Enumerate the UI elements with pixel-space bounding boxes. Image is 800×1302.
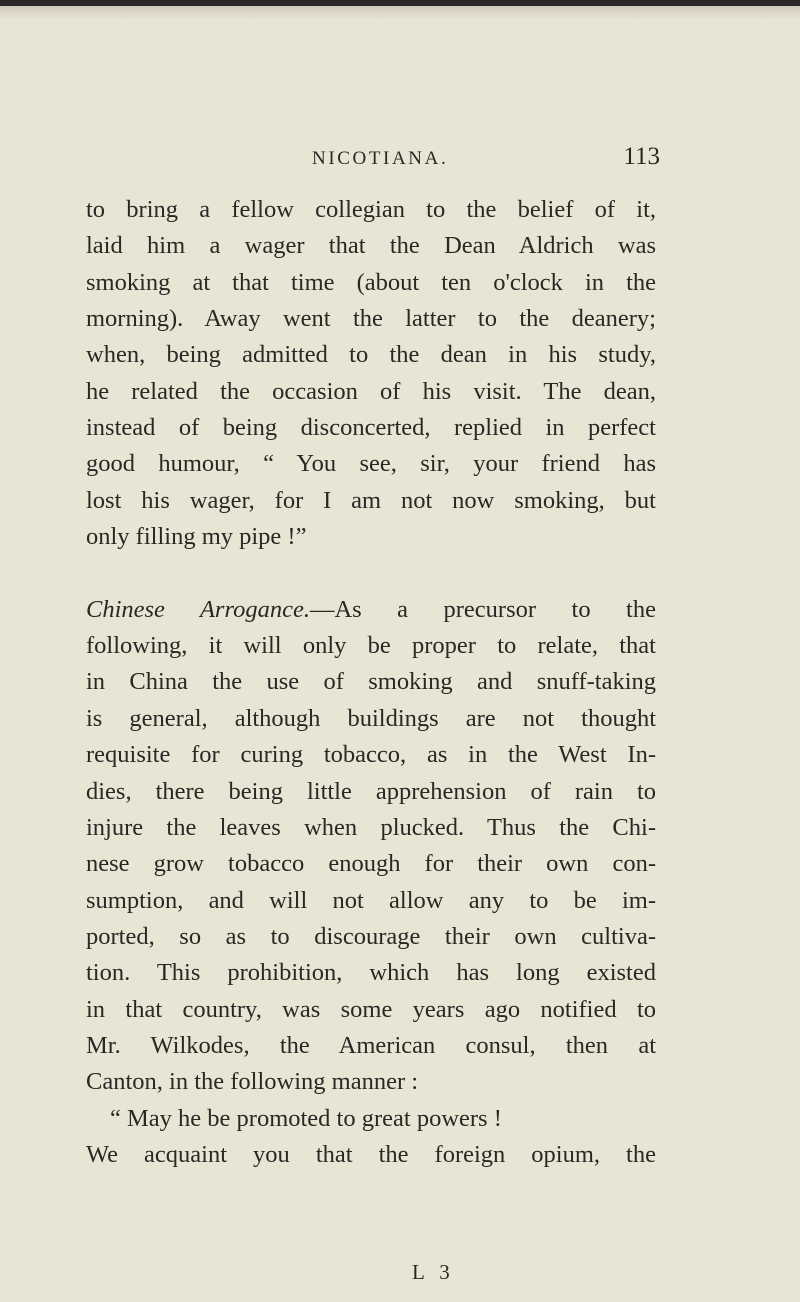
text-line: when, being admitted to the dean in his study, [86, 341, 656, 369]
text-line: injure the leaves when plucked. Thus the Chi- [86, 813, 656, 841]
text-line: Mr. Wilkodes, the American consul, then at [86, 1031, 656, 1059]
paragraph-gap [86, 555, 656, 591]
heading-line-rest: —As a precursor to the [309, 595, 656, 623]
text-line: to bring a fellow collegian to the belief of it, [86, 196, 656, 223]
text-line: only filling my pipe !” [86, 523, 307, 551]
text-line: morning). Away went the latter to the deanery; [86, 305, 656, 333]
text-line: in China the use of smoking and snuff-taking [86, 668, 656, 696]
text-line: following, it will only be proper to relate, that [86, 632, 656, 660]
text-line: is general, although buildings are not thought [86, 704, 656, 732]
text-line: good humour, “ You see, sir, your friend has [86, 450, 656, 478]
text-line: Canton, in the following manner : [86, 1068, 419, 1096]
quote-line: “ May he be promoted to great powers ! [110, 1104, 502, 1132]
text-line: dies, there being little apprehension of rain to [86, 777, 656, 805]
quote-line: We acquaint you that the foreign opium, the [86, 1140, 656, 1168]
text-line: he related the occasion of his visit. The dean, [86, 377, 656, 405]
text-line: requisite for curing tobacco, as in the West In- [86, 741, 656, 769]
text-line: laid him a wager that the Dean Aldrich was [86, 232, 656, 260]
text-line: smoking at that time (about ten o'clock in the [86, 268, 656, 296]
text-line: tion. This prohibition, which has long existed [86, 959, 656, 987]
page-number: 113 [623, 143, 660, 170]
paragraph-2 [86, 592, 656, 1101]
section-heading: Chinese Arrogance. [86, 595, 310, 623]
paragraph-1 [86, 192, 656, 555]
text-line: instead of being disconcerted, replied in perfect [86, 414, 656, 442]
signature-mark: L 3 [412, 1260, 455, 1284]
text-line: nese grow tobacco enough for their own con- [86, 850, 656, 878]
quotation [86, 1101, 656, 1174]
running-head [60, 142, 660, 174]
text-line: in that country, was some years ago notified to [86, 995, 656, 1023]
text-line-heading [86, 592, 656, 628]
running-title: NICOTIANA. [312, 148, 449, 169]
body-text [86, 192, 656, 1173]
text-line: ported, so as to discourage their own cultiva- [86, 922, 656, 950]
text-line: lost his wager, for I am not now smoking, but [86, 486, 656, 514]
text-line: sumption, and will not allow any to be im- [86, 886, 656, 914]
page-top-shadow [0, 6, 800, 20]
